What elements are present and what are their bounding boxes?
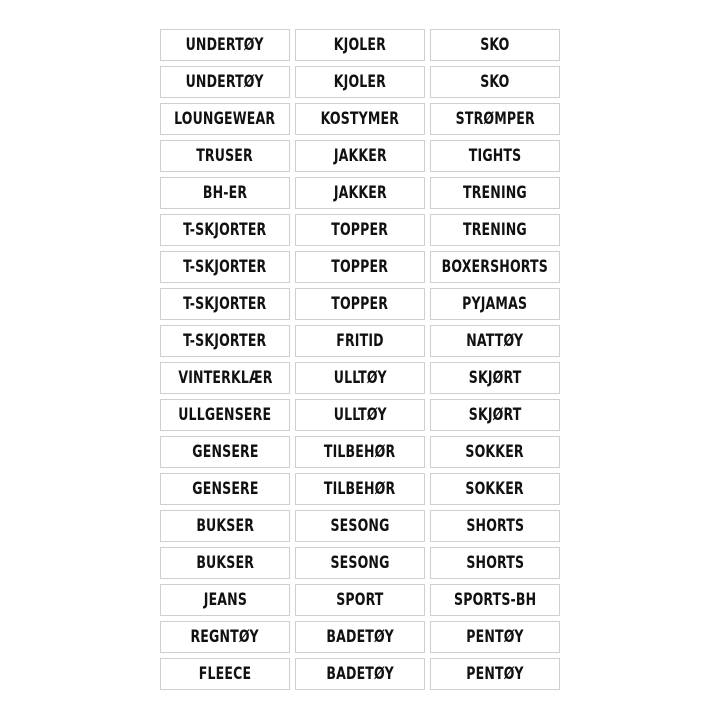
- label-tag: [295, 399, 425, 431]
- label-text: TRUSER: [196, 146, 254, 166]
- label-tag: [160, 510, 290, 542]
- label-tag: [160, 621, 290, 653]
- label-text: SKJØRT: [468, 368, 522, 388]
- label-tag: [430, 584, 560, 616]
- label-text: TRENING: [463, 183, 527, 203]
- label-text: SPORT: [336, 590, 384, 610]
- label-tag: [160, 547, 290, 579]
- label-tag: [295, 288, 425, 320]
- label-tag: [295, 658, 425, 690]
- label-text: BADETØY: [326, 627, 394, 647]
- label-tag: [295, 473, 425, 505]
- label-tag: [295, 325, 425, 357]
- label-text: TILBEHØR: [324, 442, 396, 462]
- label-text: BOXERSHORTS: [441, 257, 549, 277]
- label-text: NATTØY: [466, 331, 524, 351]
- label-text: TOPPER: [331, 294, 389, 314]
- label-text: SESONG: [330, 553, 390, 573]
- label-text: STRØMPER: [455, 109, 535, 129]
- label-text: ULLTØY: [333, 405, 387, 425]
- label-text: SKO: [480, 35, 510, 55]
- label-text: GENSERE: [191, 479, 259, 499]
- label-tag: [295, 621, 425, 653]
- label-tag: [160, 473, 290, 505]
- label-tag: [430, 473, 560, 505]
- label-text: UNDERTØY: [185, 72, 265, 92]
- label-tag: [160, 140, 290, 172]
- label-text: T-SKJORTER: [183, 220, 267, 240]
- label-tag: [430, 658, 560, 690]
- label-tag: [160, 103, 290, 135]
- label-text: BUKSER: [196, 516, 254, 536]
- label-tag: [160, 325, 290, 357]
- label-text: PENTØY: [466, 664, 524, 684]
- label-tag: [160, 584, 290, 616]
- label-text: KJOLER: [333, 35, 387, 55]
- label-text: JEANS: [203, 590, 247, 610]
- label-text: T-SKJORTER: [183, 294, 267, 314]
- label-tag: [160, 29, 290, 61]
- label-tag: [160, 436, 290, 468]
- label-tag: [295, 214, 425, 246]
- label-tag: [430, 621, 560, 653]
- label-tag: [295, 547, 425, 579]
- label-tag: [160, 177, 290, 209]
- label-tag: [160, 66, 290, 98]
- label-tag: [295, 436, 425, 468]
- label-text: TILBEHØR: [324, 479, 396, 499]
- label-tag: [295, 584, 425, 616]
- label-text: UNDERTØY: [185, 35, 265, 55]
- label-tag: [430, 214, 560, 246]
- label-tag: [430, 510, 560, 542]
- label-text: FLEECE: [198, 664, 252, 684]
- label-tag: [160, 399, 290, 431]
- label-text: BUKSER: [196, 553, 254, 573]
- label-tag: [160, 251, 290, 283]
- label-tag: [430, 251, 560, 283]
- label-text: ULLTØY: [333, 368, 387, 388]
- label-tag: [430, 288, 560, 320]
- label-text: KJOLER: [333, 72, 387, 92]
- label-text: LOUNGEWEAR: [174, 109, 276, 129]
- label-text: REGNTØY: [190, 627, 260, 647]
- label-tag: [430, 177, 560, 209]
- label-text: TIGHTS: [468, 146, 522, 166]
- label-text: ULLGENSERE: [178, 405, 272, 425]
- label-text: BH-ER: [202, 183, 248, 203]
- label-tag: [160, 214, 290, 246]
- label-text: SOKKER: [465, 479, 525, 499]
- label-tag: [295, 510, 425, 542]
- label-tag: [430, 399, 560, 431]
- label-tag: [295, 140, 425, 172]
- label-tag: [160, 658, 290, 690]
- label-text: GENSERE: [191, 442, 259, 462]
- label-tag: [430, 547, 560, 579]
- label-tag: [295, 29, 425, 61]
- label-text: TOPPER: [331, 220, 389, 240]
- label-text: SKJØRT: [468, 405, 522, 425]
- label-tag: [295, 251, 425, 283]
- label-tag: [430, 29, 560, 61]
- label-text: SPORTS-BH: [453, 590, 537, 610]
- label-text: T-SKJORTER: [183, 331, 267, 351]
- label-text: KOSTYMER: [320, 109, 400, 129]
- label-tag: [430, 103, 560, 135]
- label-tag: [430, 140, 560, 172]
- label-tag: [295, 177, 425, 209]
- label-tag: [295, 66, 425, 98]
- label-text: T-SKJORTER: [183, 257, 267, 277]
- label-text: FRITID: [336, 331, 384, 351]
- label-tag: [430, 66, 560, 98]
- label-text: TRENING: [463, 220, 527, 240]
- label-tag: [295, 103, 425, 135]
- label-text: SESONG: [330, 516, 390, 536]
- label-text: PENTØY: [466, 627, 524, 647]
- label-tag: [430, 436, 560, 468]
- label-text: PYJAMAS: [462, 294, 528, 314]
- label-text: SHORTS: [466, 516, 524, 536]
- label-tag: [295, 362, 425, 394]
- label-text: JAKKER: [333, 183, 387, 203]
- label-text: JAKKER: [333, 146, 387, 166]
- label-text: VINTERKLÆR: [177, 368, 273, 388]
- label-text: SKO: [480, 72, 510, 92]
- label-tag: [160, 362, 290, 394]
- label-text: BADETØY: [326, 664, 394, 684]
- label-sheet: [160, 29, 561, 690]
- label-text: SOKKER: [465, 442, 525, 462]
- label-tag: [160, 288, 290, 320]
- label-text: TOPPER: [331, 257, 389, 277]
- label-tag: [430, 325, 560, 357]
- label-text: SHORTS: [466, 553, 524, 573]
- label-tag: [430, 362, 560, 394]
